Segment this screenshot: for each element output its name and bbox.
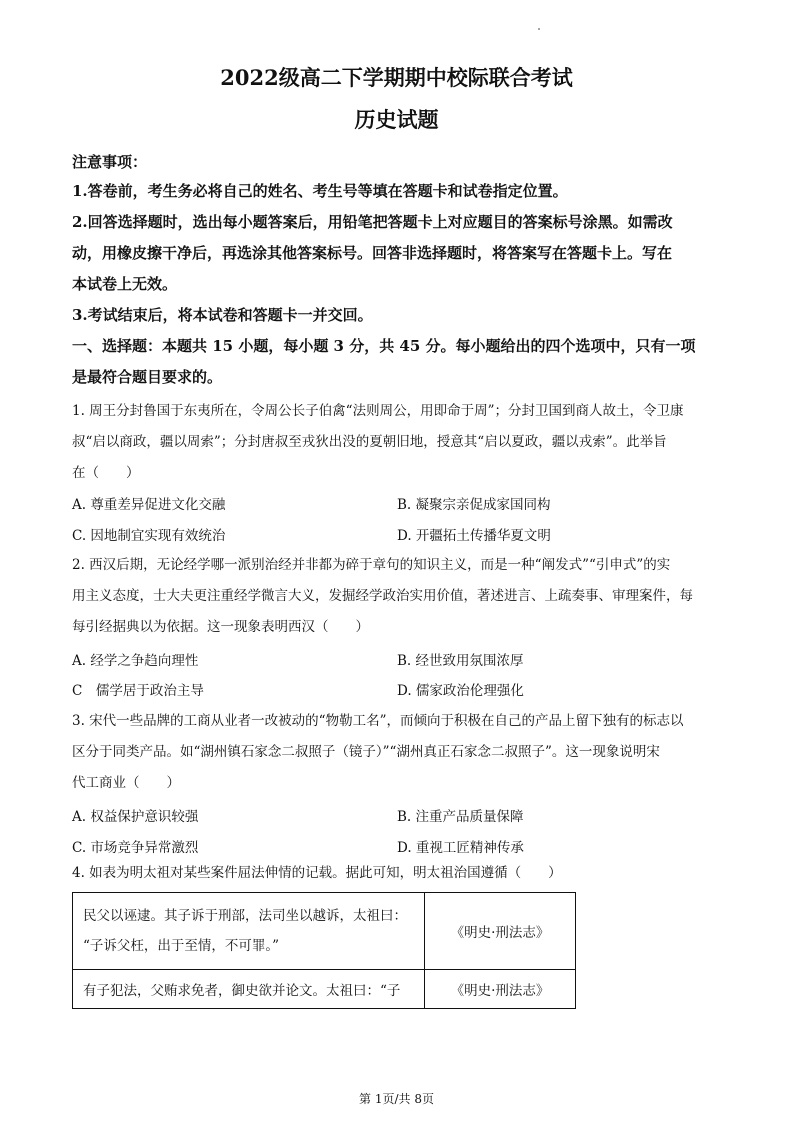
- question-3-line: 代工商业（ ）: [72, 775, 180, 791]
- notice-line: 1.答卷前，考生务必将自己的姓名、考生号等填在答题卡和试卷指定位置。: [72, 182, 568, 200]
- question-2-option-a: A. 经学之争趋向理性: [72, 653, 199, 669]
- question-2-option-c: C 儒学居于政治主导: [72, 683, 204, 699]
- question-3-option-d: D. 重视工匠精神传承: [397, 840, 524, 856]
- table-cell-record: [73, 970, 425, 1009]
- exam-title: 2022级高二下学期期中校际联合考试: [220, 65, 573, 90]
- table-cell-record: [73, 893, 425, 970]
- question-3-option-c: C. 市场竞争异常激烈: [72, 840, 199, 856]
- question-1-line: 1. 周王分封鲁国于东夷所在，令周公长子伯禽“法则周公，用即命于周”；分封卫国到商人故土，令卫康: [72, 403, 684, 419]
- question-1-option-a: A. 尊重差异促进文化交融: [72, 497, 226, 513]
- table-row: [73, 970, 576, 1009]
- exam-subtitle: 历史试题: [354, 107, 439, 132]
- question-3-option-a: A. 权益保护意识较强: [72, 809, 199, 825]
- question-2-line: 每引经据典以为依据。这一现象表明西汉（ ）: [72, 619, 369, 635]
- table-row: [73, 893, 576, 970]
- table-cell-source: 《明史·刑法志》: [425, 893, 576, 970]
- question-1-option-b: B. 凝聚宗亲促成家国同构: [397, 497, 551, 513]
- question-1-option-c: C. 因地制宜实现有效统治: [72, 528, 226, 544]
- question-1-option-d: D. 开疆拓土传播华夏文明: [397, 528, 551, 544]
- record-line: “子诉父枉，出于至情，不可罪。”: [83, 938, 280, 954]
- question-2-line: 2. 西汉后期，无论经学哪一派别治经并非都为碎于章句的知识主义，而是一种“阐发式”“引申式”的实: [72, 557, 671, 573]
- question-4-line: 4. 如表为明太祖对某些案件屈法伸情的记载。据此可知，明太祖治国遵循（ ）: [72, 865, 562, 881]
- notice-line: 动，用橡皮擦干净后，再选涂其他答案标号。回答非选择题时，将答案写在答题卡上。写在: [72, 244, 673, 262]
- table-cell-source: 《明史·刑法志》: [425, 970, 576, 1009]
- question-2-option-b: B. 经世致用氛围浓厚: [397, 653, 524, 669]
- record-line: 民父以诬逮。其子诉于刑部，法司坐以越诉，太祖曰：: [83, 908, 407, 924]
- notice-line: 2.回答选择题时，选出每小题答案后，用铅笔把答题卡上对应题目的答案标号涂黑。如需改: [72, 213, 673, 231]
- question-3-line: 3. 宋代一些品牌的工商从业者一改被动的“物勒工名”，而倾向于积极在自己的产品上留下独有的标志以: [72, 713, 684, 729]
- scan-dot: [538, 28, 540, 30]
- question-2-line: 用主义态度，士大夫更注重经学微言大义，发掘经学政治实用价值，著述进言、上疏奏事、审理案件，每: [72, 588, 693, 604]
- page-footer: 第 1页/共 8页: [359, 1092, 434, 1106]
- question-3-option-b: B. 注重产品质量保障: [397, 809, 524, 825]
- notice-heading: 注意事项：: [72, 153, 148, 171]
- section-heading: 是最符合题目要求的。: [72, 368, 223, 386]
- notice-line: 本试卷上无效。: [72, 275, 178, 293]
- history-record-table: [72, 892, 576, 1009]
- section-heading: 一、选择题：本题共 15 小题，每小题 3 分，共 45 分。每小题给出的四个选项中，只有一项: [72, 337, 696, 355]
- question-1-line: 在（ ）: [72, 465, 140, 481]
- question-1-line: 叔“启以商政，疆以周索”；分封唐叔至戎狄出没的夏朝旧地，授意其“启以夏政，疆以戎索”。此举旨: [72, 434, 667, 450]
- record-line: 有子犯法，父贿求免者，御史欲并论文。太祖曰：“子: [83, 983, 401, 999]
- question-3-line: 区分于同类产品。如“湖州镇石家念二叔照子（镜子）”“湖州真正石家念二叔照子”。这一现象说明宋: [72, 744, 660, 760]
- notice-line: 3.考试结束后，将本试卷和答题卡一并交回。: [72, 306, 373, 324]
- question-2-option-d: D. 儒家政治伦理强化: [397, 683, 524, 699]
